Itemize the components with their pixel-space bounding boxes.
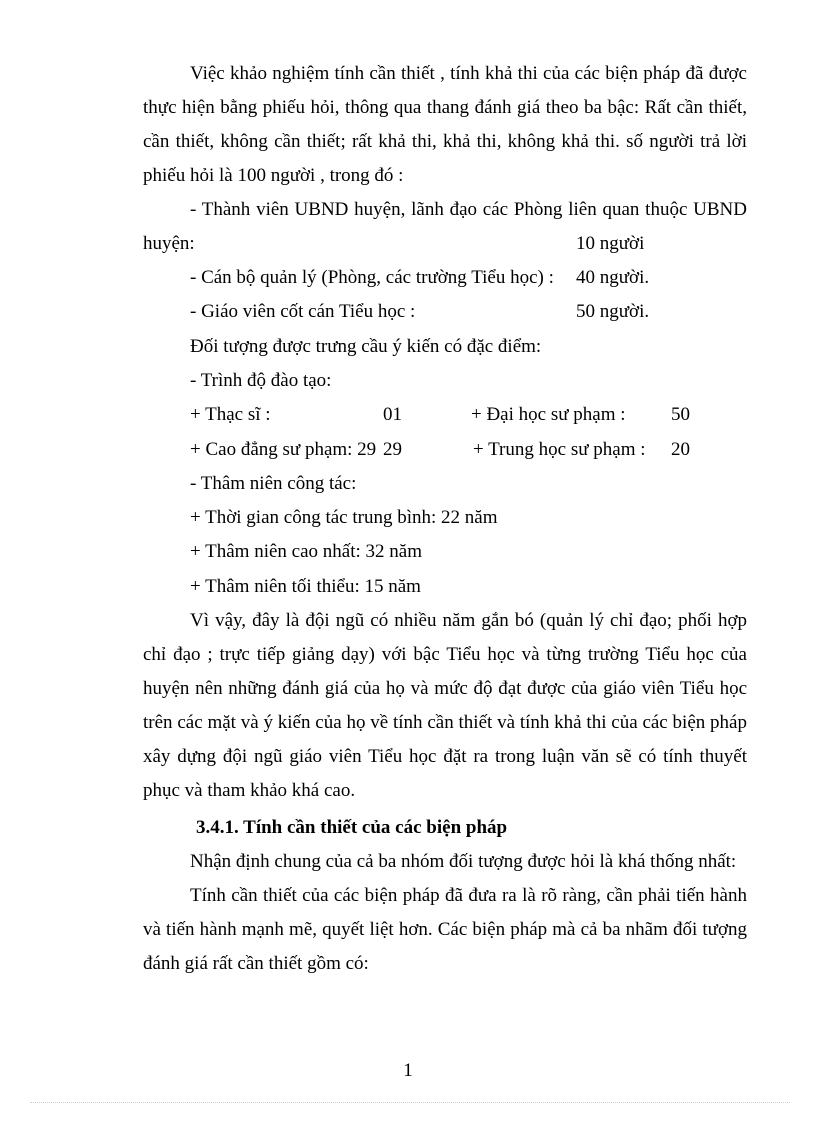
general-remark: Nhận định chung của cả ba nhóm đối tượng được hỏi là khá thống nhất: [190,851,737,872]
necessity-paragraph: Tính cần thiết của các biện pháp đã đưa ra là rõ ràng, cần phải tiến hành và tiến hành mạnh mẽ, quyết liệt hơn. Các biện pháp mà cả ba nhãm đối tượng đánh giá rất cần thiết gồm có: [143,885,747,974]
section-heading: 3.4.1. Tính cần thiết của các biện pháp [196,817,508,838]
subjects-intro: Đối tượng được trưng cầu ý kiến có đặc điểm: [190,336,542,357]
max-seniority: + Thâm niên cao nhất: 32 năm [190,541,422,562]
masters-label: + Thạc sĩ : [190,404,271,425]
secondary-label: + Trung học sư phạm : [473,439,646,460]
intro-paragraph: Việc khảo nghiệm tính cần thiết , tính khả thi của các biện pháp đã được thực hiện bằng phiếu hỏi, thông qua thang đánh giá theo ba bậc: Rất cần thiết, cần thiết, không cần thiết; rất khả thi, khả thi, không khả thi. số người trả lời phiếu hỏi là 100 người , trong đó : [143,63,747,186]
member-line-a: - Thành viên UBND huyện, lãnh đạo các Phòng liên quan thuộc UBND [190,199,747,220]
conclusion-paragraph: Vì vậy, đây là đội ngũ có nhiều năm gắn bó (quản lý chỉ đạo; phối hợp chỉ đạo ; trực tiếp giảng dạy) với bậc Tiểu học và từng trường Tiểu học của huyện nên những đánh giá của họ và mức độ đạt được của giáo viên Tiểu học trên các mặt và ý kiến của họ về tính cần thiết và tính khả thi của các biện pháp xây dựng đội ngũ giáo viên Tiểu học đặt ra trong luận văn sẽ có tính thuyết phục và tham khảo khá cao. [143,610,747,801]
university-value: 50 [671,404,690,425]
masters-value: 01 [383,404,402,425]
manager-count: 40 người. [576,267,650,288]
teacher-count: 50 người. [576,301,650,322]
training-label: - Trình độ đào tạo: [190,370,332,391]
college-label: + Cao đẳng sư phạm: 29 [190,439,377,460]
manager-label: - Cán bộ quản lý (Phòng, các trường Tiểu học) : [190,267,554,288]
avg-work-time: + Thời gian công tác trung bình: 22 năm [190,507,498,528]
college-value: 29 [383,439,402,460]
member-line-b: huyện: [143,233,195,254]
member-count: 10 người [576,233,645,254]
teacher-label: - Giáo viên cốt cán Tiểu học : [190,301,416,322]
footer-divider [30,1102,790,1103]
university-label: + Đại học sư phạm : [471,404,626,425]
page-number: 1 [403,1060,413,1081]
secondary-value: 20 [671,439,690,460]
seniority-label: - Thâm niên công tác: [190,473,357,494]
min-seniority: + Thâm niên tối thiểu: 15 năm [190,576,421,597]
